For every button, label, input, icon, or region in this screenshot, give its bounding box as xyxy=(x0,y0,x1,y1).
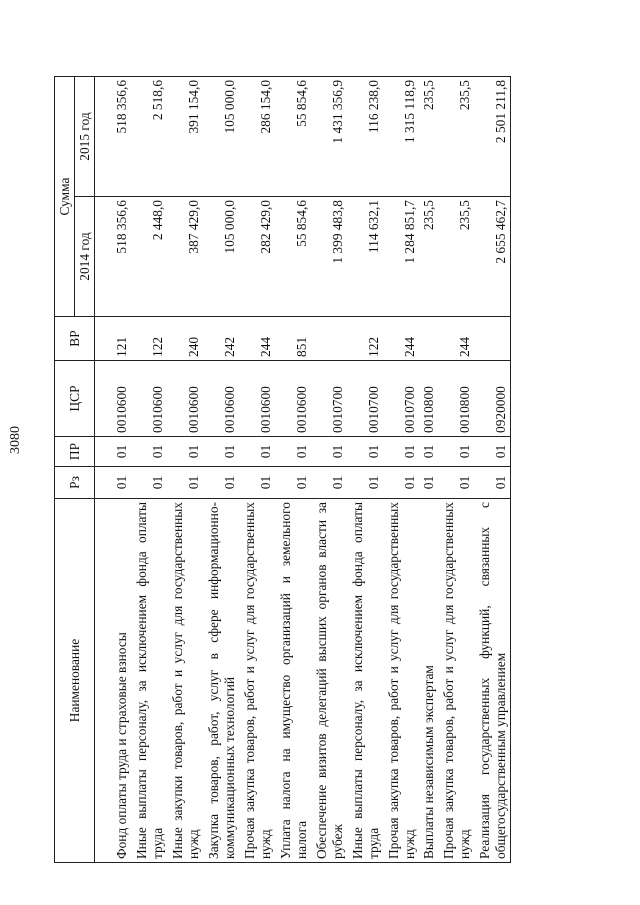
row-vr: 851 xyxy=(275,317,311,361)
row-pr: 01 xyxy=(311,437,347,467)
row-sum-2015: 286 154,0 xyxy=(239,76,275,196)
row-rz: 01 xyxy=(347,467,383,499)
table-row xyxy=(275,76,311,862)
row-csr: 0010700 xyxy=(347,361,383,437)
row-vr: 244 xyxy=(438,317,474,361)
row-sum-2015: 235,5 xyxy=(438,76,474,196)
row-pr: 01 xyxy=(239,437,275,467)
table-row xyxy=(131,76,167,862)
row-sum-2014: 105 000,0 xyxy=(203,197,239,317)
row-sum-2014: 2 655 462,7 xyxy=(474,197,511,317)
row-vr xyxy=(419,317,438,361)
row-vr: 122 xyxy=(131,317,167,361)
row-pr: 01 xyxy=(131,437,167,467)
row-vr: 242 xyxy=(203,317,239,361)
row-rz: 01 xyxy=(311,467,347,499)
row-rz: 01 xyxy=(239,467,275,499)
header-rz: Рз xyxy=(55,467,95,499)
row-name: Прочая закупка товаров, работ и услуг для государственных нужд xyxy=(383,499,419,863)
row-name: Иные выплаты персоналу, за исключением фонда оплаты труда xyxy=(347,499,383,863)
row-sum-2014: 282 429,0 xyxy=(239,197,275,317)
row-sum-2015: 1 315 118,9 xyxy=(383,76,419,196)
row-csr: 0010800 xyxy=(438,361,474,437)
header-vr: ВР xyxy=(55,317,95,361)
row-name: Иные выплаты персоналу, за исключением фонда оплаты труда xyxy=(131,499,167,863)
row-csr: 0010800 xyxy=(419,361,438,437)
row-csr: 0010600 xyxy=(131,361,167,437)
table-header xyxy=(55,76,95,862)
table-row xyxy=(167,76,203,862)
table-row xyxy=(311,76,347,862)
row-sum-2014: 387 429,0 xyxy=(167,197,203,317)
row-sum-2015: 2 518,6 xyxy=(131,76,167,196)
row-sum-2015: 116 238,0 xyxy=(347,76,383,196)
row-sum-2014: 1 284 851,7 xyxy=(383,197,419,317)
row-sum-2014: 518 356,6 xyxy=(95,197,132,317)
row-rz: 01 xyxy=(95,467,132,499)
row-name: Обеспечение визитов делегаций высших органов власти за рубеж xyxy=(311,499,347,863)
row-name: Реализация государственных функций, связанных с общегосударственным управлением xyxy=(474,499,511,863)
page-number: 3080 xyxy=(8,426,23,454)
row-name: Уплата налога на имущество организаций и земельного налога xyxy=(275,499,311,863)
row-vr: 122 xyxy=(347,317,383,361)
row-rz: 01 xyxy=(474,467,511,499)
budget-table xyxy=(54,76,511,863)
row-rz: 01 xyxy=(419,467,438,499)
table-row xyxy=(347,76,383,862)
row-pr: 01 xyxy=(167,437,203,467)
row-pr: 01 xyxy=(438,437,474,467)
row-sum-2014: 235,5 xyxy=(419,197,438,317)
row-name: Прочая закупка товаров, работ и услуг для государственных нужд xyxy=(239,499,275,863)
row-vr xyxy=(311,317,347,361)
row-csr: 0920000 xyxy=(474,361,511,437)
row-name: Прочая закупка товаров, работ и услуг для государственных нужд xyxy=(438,499,474,863)
row-name: Фонд оплаты труда и страховые взносы xyxy=(95,499,132,863)
row-rz: 01 xyxy=(383,467,419,499)
row-pr: 01 xyxy=(383,437,419,467)
row-sum-2014: 235,5 xyxy=(438,197,474,317)
row-pr: 01 xyxy=(474,437,511,467)
header-pr: ПР xyxy=(55,437,95,467)
row-csr: 0010600 xyxy=(239,361,275,437)
row-pr: 01 xyxy=(95,437,132,467)
row-sum-2015: 105 000,0 xyxy=(203,76,239,196)
header-name: Наименование xyxy=(55,499,95,863)
row-vr: 121 xyxy=(95,317,132,361)
row-pr: 01 xyxy=(419,437,438,467)
table-row xyxy=(419,76,438,862)
row-sum-2015: 518 356,6 xyxy=(95,76,132,196)
row-csr: 0010600 xyxy=(95,361,132,437)
row-vr xyxy=(474,317,511,361)
row-csr: 0010700 xyxy=(383,361,419,437)
row-sum-2014: 1 399 483,8 xyxy=(311,197,347,317)
row-rz: 01 xyxy=(131,467,167,499)
row-rz: 01 xyxy=(275,467,311,499)
row-sum-2014: 114 632,1 xyxy=(347,197,383,317)
row-rz: 01 xyxy=(167,467,203,499)
row-vr: 244 xyxy=(383,317,419,361)
row-csr: 0010700 xyxy=(311,361,347,437)
row-csr: 0010600 xyxy=(167,361,203,437)
header-year-2014: 2014 год xyxy=(75,197,95,317)
header-csr: ЦСР xyxy=(55,361,95,437)
row-sum-2015: 55 854,6 xyxy=(275,76,311,196)
table-row xyxy=(203,76,239,862)
row-name: Закупка товаров, работ, услуг в сфере информационно-коммуникационных технологий xyxy=(203,499,239,863)
row-sum-2015: 391 154,0 xyxy=(167,76,203,196)
row-sum-2015: 1 431 356,9 xyxy=(311,76,347,196)
table-row xyxy=(239,76,275,862)
row-rz: 01 xyxy=(203,467,239,499)
row-vr: 244 xyxy=(239,317,275,361)
row-name: Выплаты независимым экспертам xyxy=(419,499,438,863)
table-row xyxy=(383,76,419,862)
row-pr: 01 xyxy=(275,437,311,467)
row-vr: 240 xyxy=(167,317,203,361)
row-pr: 01 xyxy=(203,437,239,467)
header-sum: Сумма xyxy=(55,76,75,316)
row-pr: 01 xyxy=(347,437,383,467)
row-name: Иные закупки товаров, работ и услуг для государственных нужд xyxy=(167,499,203,863)
table-row xyxy=(474,76,511,862)
row-sum-2014: 2 448,0 xyxy=(131,197,167,317)
table-body xyxy=(95,76,511,862)
header-year-2015: 2015 год xyxy=(75,76,95,196)
row-sum-2015: 235,5 xyxy=(419,76,438,196)
row-csr: 0010600 xyxy=(275,361,311,437)
row-rz: 01 xyxy=(438,467,474,499)
table-row xyxy=(438,76,474,862)
row-sum-2015: 2 501 211,8 xyxy=(474,76,511,196)
row-sum-2014: 55 854,6 xyxy=(275,197,311,317)
table-row xyxy=(95,76,132,862)
row-csr: 0010600 xyxy=(203,361,239,437)
